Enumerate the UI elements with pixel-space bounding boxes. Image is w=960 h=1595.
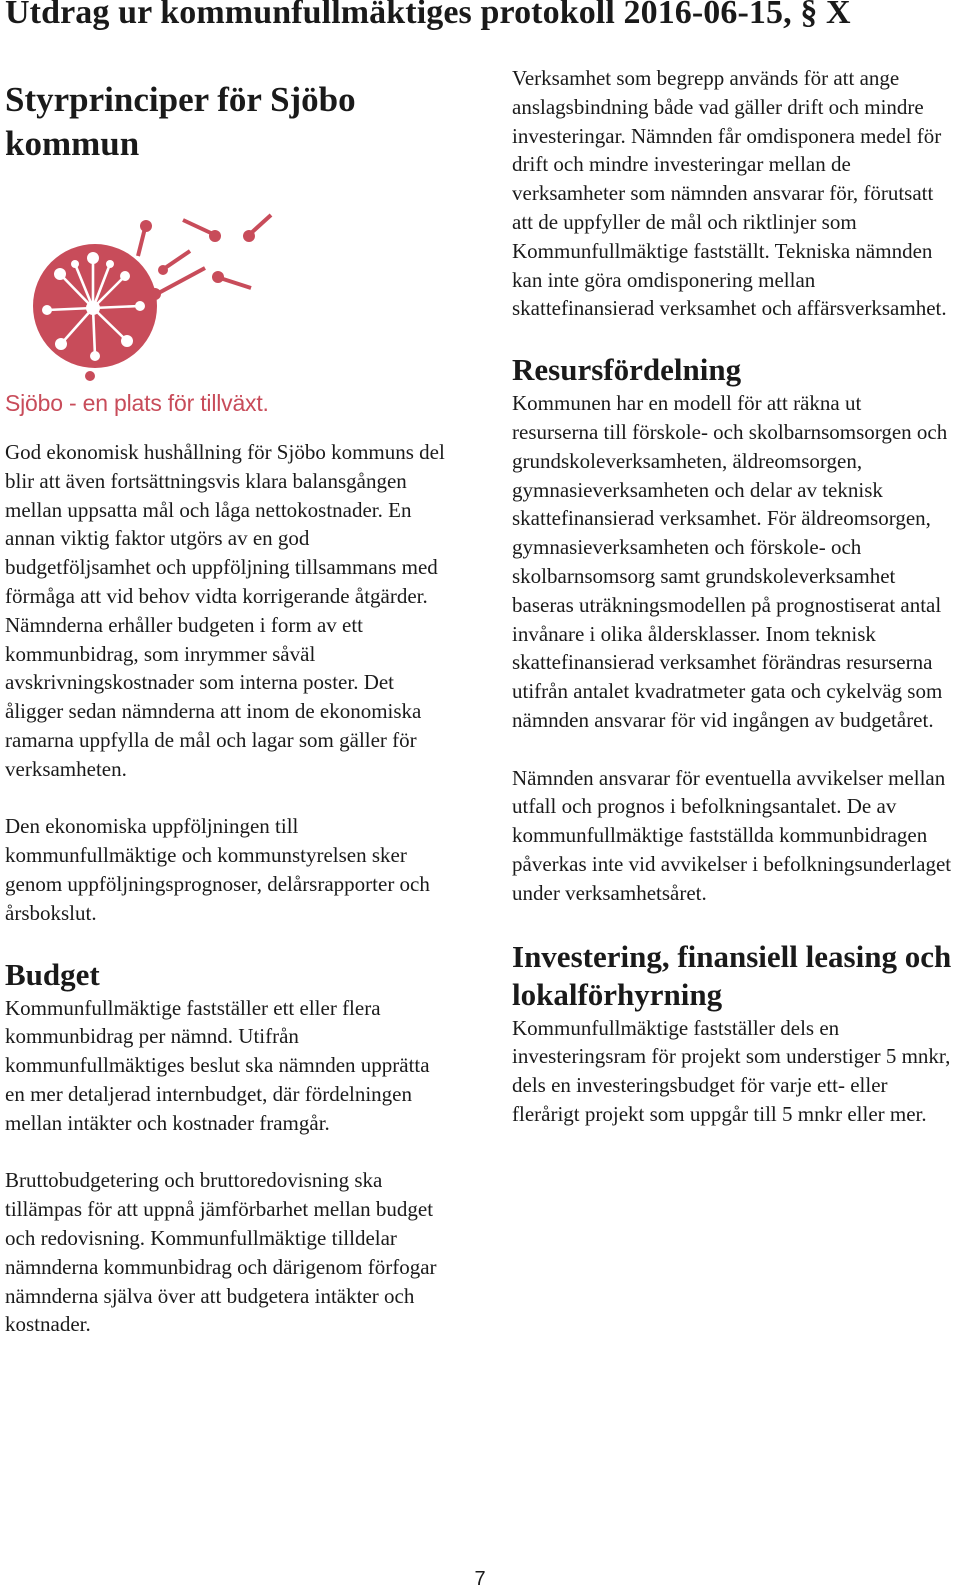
- budget-paragraph-1: Kommunfullmäktige fastställer ett eller flera kommunbidrag per nämnd. Utifrån kommunfullmäktiges beslut ska nämnden upprätta en mer detaljerad internbudget, där fördelningen mellan intäkter och kostnader framgår.: [5, 995, 430, 1135]
- intro-paragraph-1: God ekonomisk hushållning för Sjöbo kommuns del blir att även fortsättningsvis klara balansgången mellan uppsatta mål och låga nettokostnader. En annan viktig faktor utgörs av en god budgetföljsamhet och uppföljning tillsammans med förmåga att vid behov vidta korrigerande åtgärder. Nämnderna erhåller budgeten i form av ett kommunbidrag, som inrymmer såväl avskrivningskostnader som interna poster. Det åligger sedan nämnderna att inom de ekonomiska ramarna uppfylla de mål och lagar som gäller för verksamheten.: [5, 440, 445, 781]
- resursfordelning-paragraph-2: Nämnden ansvarar för eventuella avvikelser mellan utfall och prognos i befolkningsantalet. De av kommunfullmäktige fastställda kommunbidragen påverkas inte vid avvikelser i befolkningsunderlaget under verksamhetsåret.: [512, 765, 952, 905]
- investering-heading: Investering, finansiell leasing och lokalförhyrning: [512, 938, 952, 1012]
- page-number: 7: [474, 1568, 486, 1590]
- sjobo-logo: [5, 206, 305, 436]
- budget-paragraph-2: Bruttobudgetering och bruttoredovisning ska tillämpas för att uppnå jämförbarhet mellan budget och redovisning. Kommunfullmäktige tilldelar nämnderna kommunbidrag och därigenom förfogar nämnderna själva över att budgetera intäkter och kostnader.: [5, 1168, 437, 1337]
- intro-paragraph-2: Den ekonomiska uppföljningen till kommunfullmäktige och kommunstyrelsen sker genom uppföljningsprognoser, delårsrapporter och årsbokslut.: [5, 814, 430, 925]
- budget-heading: Budget: [5, 956, 100, 992]
- dandelion-logo-icon: [5, 206, 305, 386]
- document-title: Styrprinciper för Sjöbo kommun: [5, 80, 356, 163]
- resursfordelning-paragraph-1: Kommunen har en modell för att räkna ut resurserna till förskole- och skolbarnsomsorgen och grundskoleverksamheten, äldreomsorgen, gymnasieverksamheten och delar av teknisk skattefinansierad verksamhet. För äldreomsorgen, gymnasieverksamheten och förskole- och skolbarnsomsorg samt grundskoleverksamhet baseras uträkningsmodellen på prognostiserat antal invånare i olika åldersklasser. Inom teknisk skattefinansierad verksamhet förändras resurserna utifrån antalet kvadratmeter gata och cykelväg som nämnden ansvarar för vid ingången av budgetåret.: [512, 391, 948, 732]
- left-column: [5, 78, 445, 1339]
- logo-tagline: Sjöbo - en plats för tillväxt.: [5, 390, 269, 416]
- resursfordelning-heading: Resursfördelning: [512, 352, 742, 388]
- right-column: [512, 64, 952, 1129]
- page-header-title: Utdrag ur kommunfullmäktiges protokoll 2016-06-15, § X: [5, 0, 851, 31]
- verksamhet-paragraph: Verksamhet som begrepp används för att ange anslagsbindning både vad gäller drift och mindre investeringar. Nämnden får omdisponera medel för drift och mindre investeringar mellan de verksamheter som nämnden ansvarar för, förutsatt att de uppfyller de mål och riktlinjer som Kommunfullmäktige fastställt. Tekniska nämnden kan inte göra omdisponering mellan skattefinansierad verksamhet och affärsverksamhet.: [512, 66, 947, 321]
- investering-paragraph-1: Kommunfullmäktige fastställer dels en investeringsram för projekt som understiger 5 mnkr, dels en investeringsbudget för varje ett- eller flerårigt projekt som uppgår till 5 mnkr eller mer.: [512, 1015, 951, 1126]
